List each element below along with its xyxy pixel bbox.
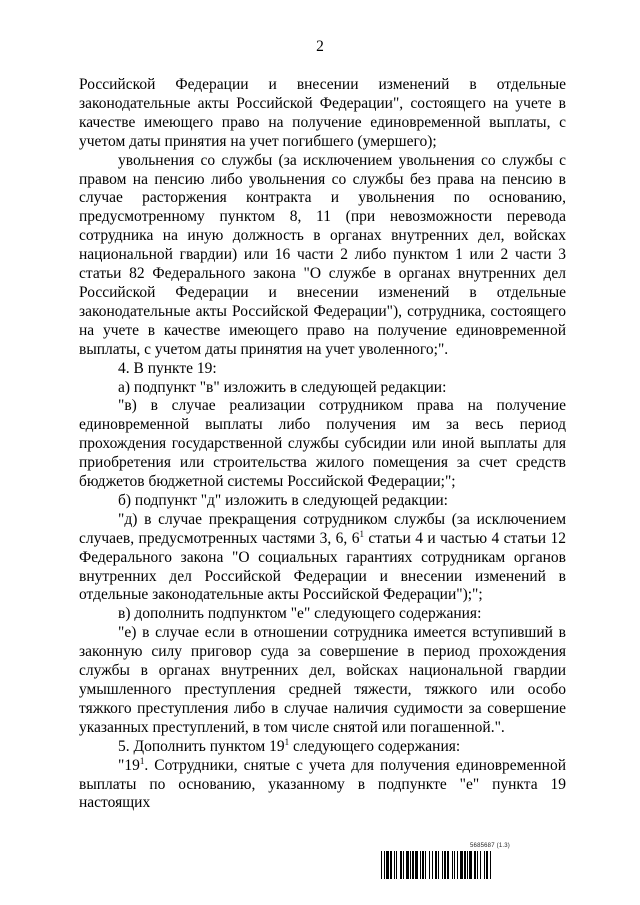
- paragraph-item-5-part1: 5. Дополнить пунктом 19: [118, 737, 285, 755]
- barcode-bar: [390, 851, 392, 879]
- barcode-bar: [464, 851, 466, 879]
- barcode-bar: [406, 851, 409, 879]
- barcode: [381, 851, 567, 879]
- barcode-bar: [396, 851, 397, 879]
- barcode-bar: [486, 851, 488, 879]
- barcode-bar: [484, 851, 485, 879]
- barcode-bar: [425, 851, 426, 879]
- barcode-bar: [438, 851, 439, 879]
- paragraph-subitem-d-text: [79, 511, 566, 606]
- paragraph-item-5: [79, 738, 566, 757]
- barcode-bar: [420, 851, 421, 879]
- barcode-bar: [412, 851, 414, 879]
- barcode-bar: [480, 851, 481, 879]
- paragraph-subitem-e-text: "е) в случае если в отношении сотрудника имеется вступивший в законную силу приговор суда за совершение в период прохождения службы в органах внутренних дел, войсках национальной гвардии умышленного преступления средней тяжести, тяжкого или особо тяжкого преступления либо в случае наличия судимости за совершение указанных преступлений, в том числе снятой или погашенной.".: [79, 624, 566, 736]
- barcode-caption: 5685687 (1.3): [470, 843, 510, 849]
- barcode-bar: [454, 851, 455, 879]
- barcode-bar: [469, 851, 472, 879]
- barcode-bar: [435, 851, 437, 879]
- barcode-bar: [447, 851, 449, 879]
- barcode-bar: [410, 851, 411, 879]
- barcode-bar: [429, 851, 430, 879]
- paragraph-dismissal: увольнения со службы (за исключением увольнения со службы с правом на пенсию либо увольнения со службы без права на пенсию в случае расторжения контракта и увольнения по основанию, предусмотренному пунктом 8, 11 (при невозможности перевода сотрудника на иную должность в органах внутренних дел, войсках национальной гвардии) или 16 части 2 либо пунктом 1 или 2 части 3 статьи 82 Федерального закона "О службе в органах внутренних дел Российской Федерации и внесении изменений в отдельные законодательные акты Российской Федерации"), сотрудника, состоящего на учете в качестве имеющего право на получение единовременной выплаты, с учетом даты принятия на учет уволенного;".: [79, 151, 566, 358]
- barcode-bar: [457, 851, 458, 879]
- barcode-bar: [474, 851, 476, 879]
- barcode-bar: [477, 851, 478, 879]
- paragraph-subitem-a: а) подпункт "в" изложить в следующей редакции:: [118, 378, 447, 396]
- paragraph-subitem-b: б) подпункт "д" изложить в следующей редакции:: [118, 491, 448, 509]
- barcode-bar: [432, 851, 433, 879]
- barcode-bar: [403, 851, 404, 879]
- barcode-bar: [442, 851, 443, 879]
- paragraph-item-4: 4. В пункте 19:: [118, 359, 217, 377]
- superscript: 1: [359, 528, 364, 539]
- paragraph-subitem-v-text: "в) в случае реализации сотрудником права на получение единовременной выплаты либо получения им за весь период прохождения государственной службы субсидии или иной выплаты для приобретения или строительства жилого помещения за счет средств бюджетов бюджетной системы Российской Федерации;";: [79, 397, 566, 491]
- paragraph-continuation: Российской Федерации и внесении изменений в отдельные законодательные акты Российской Федерации", состоящего на учете в качестве имеющего право на получение единовременной выплаты, с учетом даты принятия на учет погибшего (умершего);: [79, 76, 566, 150]
- paragraph-subitem-v-add: в) дополнить подпунктом "е" следующего содержания:: [118, 605, 482, 623]
- paragraph-subitem-d-text-part1: "д) в случае прекращения сотрудником службы (за исключением случаев, предусмотренных частями 3, 6, 6: [79, 510, 566, 547]
- paragraph-item-5-part2: следующего содержания:: [289, 737, 461, 755]
- barcode-bar: [381, 851, 382, 879]
- barcode-bar: [467, 851, 468, 879]
- barcode-bar: [400, 851, 402, 879]
- barcode-bar: [452, 851, 453, 879]
- paragraph-item-19-1-part2: . Сотрудники, снятые с учета для получения единовременной выплаты по основанию, указанному в подпункте "е" пункта 19 настоящих: [79, 756, 566, 812]
- superscript: 1: [139, 755, 145, 766]
- paragraph-subitem-d-text-part2: статьи 4 и частью 4 статьи 12 Федерального закона "О социальных гарантиях сотрудникам органов внутренних дел Российской Федерации и внесении изменений в отдельные законодательные акты Российской Федерации");";: [79, 529, 566, 604]
- barcode-bar: [490, 851, 491, 879]
- page-number: 2: [316, 38, 324, 55]
- barcode-bar: [444, 851, 446, 879]
- barcode-bar: [394, 851, 395, 879]
- barcode-bar: [422, 851, 424, 879]
- barcode-bar: [384, 851, 385, 879]
- barcode-bar: [460, 851, 463, 879]
- paragraph-item-19-1-part1: "19: [118, 756, 140, 774]
- barcode-bar: [386, 851, 389, 879]
- paragraph-item-19-1: [79, 757, 566, 814]
- document-body: [79, 76, 566, 813]
- superscript: 1: [284, 736, 290, 747]
- barcode-bar: [415, 851, 418, 879]
